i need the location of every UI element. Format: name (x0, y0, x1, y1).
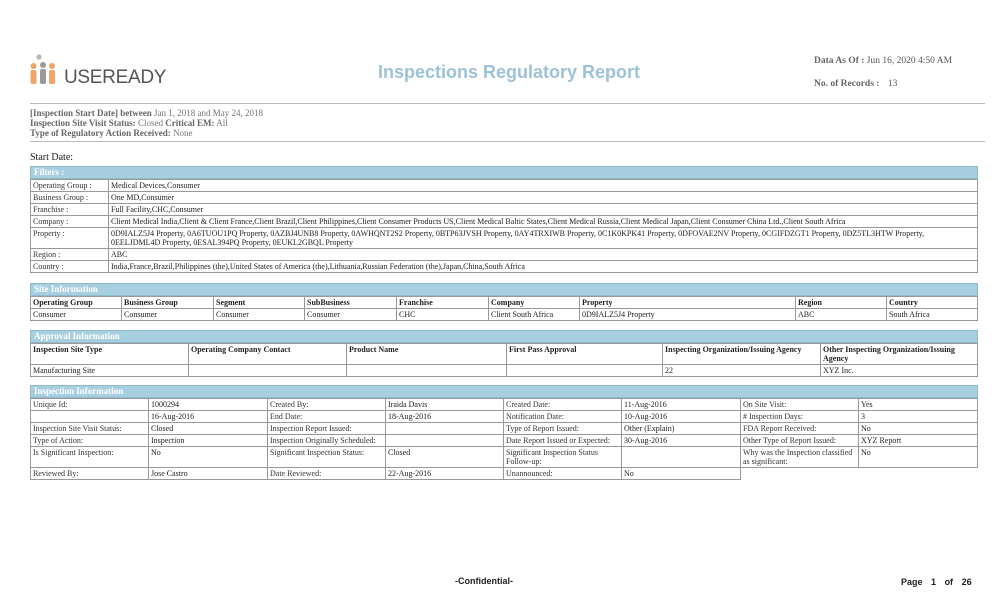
filter-value: India,France,Brazil,Philippines (the),United States of America (the),Lithuania,Russian Federation (the),Japan,China,South Africa (109, 261, 978, 273)
inspection-field-label: Other Type of Report Issued: (741, 435, 859, 447)
approval-cell (507, 365, 663, 377)
filter-label: Franchise : (31, 204, 109, 216)
approval-column-header: First Pass Approval (507, 344, 663, 365)
confidential-label: -Confidential- (455, 576, 513, 586)
filter-row (31, 249, 978, 261)
page-indicator (901, 577, 972, 587)
inspection-field-label: Created Date: (504, 399, 622, 411)
criteria-date-value: Jan 1, 2018 and May 24, 2018 (153, 108, 263, 118)
site-column-header: Franchise (397, 297, 489, 309)
site-cell: Client South Africa (489, 309, 580, 321)
inspection-field-value: Iraida Davis (386, 399, 504, 411)
inspection-field-label: Created By: (268, 399, 386, 411)
filter-row (31, 228, 978, 249)
inspection-field-value: No (859, 423, 978, 435)
site-information-section (30, 283, 978, 321)
filter-label: Property : (31, 228, 109, 249)
table-row (31, 423, 978, 435)
inspection-field-label: # Inspection Days: (741, 411, 859, 423)
site-column-header: Company (489, 297, 580, 309)
start-date-label: Start Date: (30, 152, 74, 163)
inspection-field-value (622, 447, 741, 468)
site-column-header: Region (796, 297, 887, 309)
inspection-field-label: End Date: (268, 411, 386, 423)
approval-information-header: Approval Information (30, 330, 978, 343)
filter-row (31, 261, 978, 273)
site-column-header: Operating Group (31, 297, 122, 309)
site-cell: CHC (397, 309, 489, 321)
approval-information-table (30, 343, 978, 377)
inspection-field-value: No (859, 447, 978, 468)
header-divider (30, 103, 985, 104)
inspection-information-section (30, 385, 978, 480)
inspection-field-value: Closed (386, 447, 504, 468)
table-row (31, 399, 978, 411)
data-as-of-label: Data As Of : (814, 56, 865, 66)
inspection-field-value: 22-Aug-2016 (386, 468, 504, 480)
logo-people-icon (30, 54, 60, 88)
inspection-field-label (31, 411, 149, 423)
page-total: 26 (961, 577, 972, 587)
page-of: of (944, 577, 954, 587)
site-column-header: SubBusiness (305, 297, 397, 309)
approval-cell (189, 365, 347, 377)
inspection-field-value: Inspection (149, 435, 268, 447)
table-row (31, 411, 978, 423)
filter-row (31, 192, 978, 204)
site-column-header: Country (887, 297, 978, 309)
site-column-header: Segment (214, 297, 305, 309)
filter-label: Company : (31, 216, 109, 228)
inspection-information-header: Inspection Information (30, 385, 978, 398)
empty-cell (859, 468, 978, 480)
table-row (31, 447, 978, 468)
data-as-of (814, 56, 952, 66)
inspection-field-label: Inspection Originally Scheduled: (268, 435, 386, 447)
site-information-table (30, 296, 978, 321)
inspection-field-label: Significant Inspection Status Follow-up: (504, 447, 622, 468)
criteria-date-label: [Inspection Start Date] between (30, 108, 152, 118)
site-column-header: Property (580, 297, 796, 309)
inspection-field-label: On Site Visit: (741, 399, 859, 411)
inspection-field-value: No (622, 468, 741, 480)
criteria-status-label: Inspection Site Visit Status: (30, 118, 136, 128)
criteria-action-value: None (173, 128, 193, 138)
filter-label: Operating Group : (31, 180, 109, 192)
inspection-field-value: 10-Aug-2016 (622, 411, 741, 423)
page-label: Page (901, 577, 923, 587)
inspection-field-label: Unique Id: (31, 399, 149, 411)
inspection-information-table (30, 398, 978, 480)
inspection-field-value: Other (Explain) (622, 423, 741, 435)
site-cell: Consumer (214, 309, 305, 321)
table-row (31, 435, 978, 447)
inspection-field-label: Type of Action: (31, 435, 149, 447)
criteria-action-label: Type of Regulatory Action Received: (30, 128, 171, 138)
approval-column-header: Inspection Site Type (31, 344, 189, 365)
inspection-field-label: Reviewed By: (31, 468, 149, 480)
criteria-em-label: Critical EM: (165, 118, 215, 128)
records-label: No. of Records : (814, 79, 880, 89)
report-criteria (30, 108, 263, 138)
criteria-em-value: All (216, 118, 228, 128)
site-cell: Consumer (305, 309, 397, 321)
filter-value: One MD,Consumer (109, 192, 978, 204)
table-row (31, 468, 978, 480)
filter-row (31, 204, 978, 216)
inspection-field-value: 3 (859, 411, 978, 423)
data-as-of-value: Jun 16, 2020 4:50 AM (866, 56, 953, 66)
inspection-field-label: Inspection Site Visit Status: (31, 423, 149, 435)
inspection-field-label: Unannounced: (504, 468, 622, 480)
inspection-field-value (386, 423, 504, 435)
inspection-field-value: 1000294 (149, 399, 268, 411)
site-cell: ABC (796, 309, 887, 321)
company-logo (30, 54, 166, 88)
approval-column-header: Other Inspecting Organization/Issuing Agency (821, 344, 978, 365)
inspection-field-value: 11-Aug-2016 (622, 399, 741, 411)
inspection-field-value (386, 435, 504, 447)
page-current: 1 (931, 577, 937, 587)
inspection-field-value: XYZ Report (859, 435, 978, 447)
filter-value: Full Facility,CHC,Consumer (109, 204, 978, 216)
site-cell: South Africa (887, 309, 978, 321)
filter-value: Medical Devices,Consumer (109, 180, 978, 192)
inspection-field-label: Type of Report Issued: (504, 423, 622, 435)
approval-information-section (30, 330, 978, 377)
inspection-field-label: Notification Date: (504, 411, 622, 423)
filter-value: 0D9IALZ5J4 Property, 0A6TUOU1PQ Property, 0AZBJ4UNB8 Property, 0AWHQNT2S2 Property, 0BTP63JVSH Property, 0AY4TRXIWB Property, 0C1K0KPK41 Property, 0DFOVAE2NV Property, 0CGIFDZGT1 Property, 0DZ5TL3HTW Property, 0EELJDML4D Property, 0ESAL394PQ Property, 0EUKL2GBQL Property (109, 228, 978, 249)
record-count (814, 79, 897, 89)
approval-column-header: Product Name (347, 344, 507, 365)
table-row (31, 365, 978, 377)
filter-row (31, 216, 978, 228)
site-cell: Consumer (122, 309, 214, 321)
inspection-field-label: FDA Report Received: (741, 423, 859, 435)
inspection-field-value: 16-Aug-2016 (149, 411, 268, 423)
filters-section (30, 166, 978, 273)
filter-label: Region : (31, 249, 109, 261)
inspection-field-value: Yes (859, 399, 978, 411)
approval-cell (347, 365, 507, 377)
report-title: Inspections Regulatory Report (378, 62, 641, 82)
inspection-field-value: No (149, 447, 268, 468)
approval-cell: 22 (663, 365, 821, 377)
approval-cell: Manufacturing Site (31, 365, 189, 377)
records-value: 13 (887, 79, 898, 89)
criteria-status-value: Closed (138, 118, 164, 128)
filter-value: Client Medical India,Client & Client France,Client Brazil,Client Philippines,Client Consumer Products US,Client Medical Baltic States,Client Medical Russia,Client Medical Japan,Client Consumer China Ltd.,Client South Africa (109, 216, 978, 228)
inspection-field-label: Significant Inspection Status: (268, 447, 386, 468)
filters-header: Filters : (30, 166, 978, 179)
inspection-field-label: Date Reviewed: (268, 468, 386, 480)
approval-column-header: Inspecting Organization/Issuing Agency (663, 344, 821, 365)
criteria-divider (30, 141, 985, 142)
inspection-field-label: Date Report Issued or Expected: (504, 435, 622, 447)
filters-table (30, 179, 978, 273)
filter-label: Country : (31, 261, 109, 273)
inspection-field-value: 30-Aug-2016 (622, 435, 741, 447)
approval-cell: XYZ Inc. (821, 365, 978, 377)
inspection-field-label: Inspection Report Issued: (268, 423, 386, 435)
approval-column-header: Operating Company Contact (189, 344, 347, 365)
inspection-field-value: 18-Aug-2016 (386, 411, 504, 423)
site-column-header: Business Group (122, 297, 214, 309)
filter-label: Business Group : (31, 192, 109, 204)
inspection-field-value: Jose Castro (149, 468, 268, 480)
filter-row (31, 180, 978, 192)
site-cell: 0D9IALZ5J4 Property (580, 309, 796, 321)
inspection-field-label: Why was the Inspection classified as significant: (741, 447, 859, 468)
inspection-field-value: Closed (149, 423, 268, 435)
site-cell: Consumer (31, 309, 122, 321)
logo-text: USEREADY (64, 67, 167, 88)
filter-value: ABC (109, 249, 978, 261)
empty-cell (741, 468, 859, 480)
site-information-header: Site Information (30, 283, 978, 296)
table-row (31, 309, 978, 321)
inspection-field-label: Is Significant Inspection: (31, 447, 149, 468)
